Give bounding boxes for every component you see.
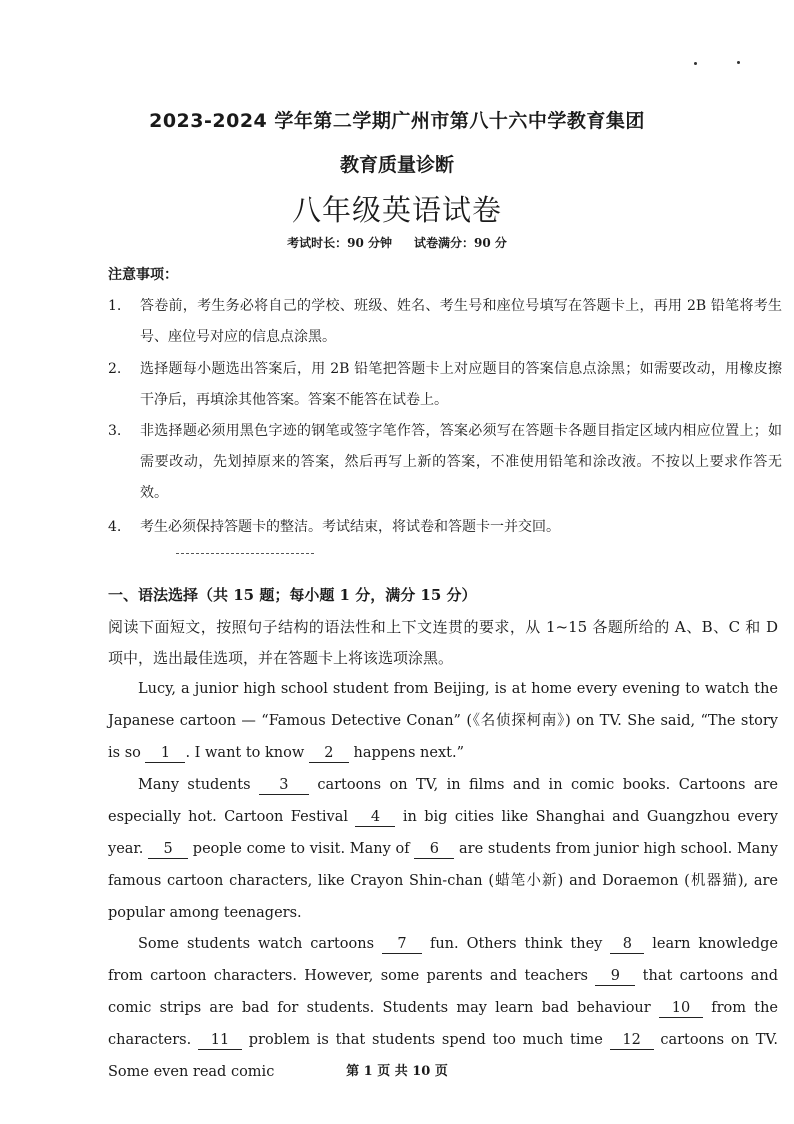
notice-item-number: 2. [108,361,122,377]
full-score: 试卷满分：90 分 [414,236,507,250]
page-number: 第 1 页 共 10 页 [346,1064,448,1079]
blank-4: 4 [355,808,395,827]
blank-6: 6 [414,840,454,859]
scan-speck [694,62,697,65]
exam-title-line2: 教育质量诊断 [339,154,454,176]
blank-12: 12 [610,1031,654,1050]
blank-3: 3 [259,776,309,795]
notice-item-number: 4. [108,519,122,535]
notice-item-number: 1. [108,298,122,314]
blank-8: 8 [610,935,644,954]
scan-speck [737,61,740,64]
notice-item-text: 考生必须保持答题卡的整洁。考试结束，将试卷和答题卡一并交回。 [140,519,560,535]
notice-item-text: 非选择题必须用黑色字迹的钢笔或签字笔作答，答案必须写在答题卡各题目指定区域内相应位置上；如需要改动，先划掉原来的答案，然后再写上新的答案，不准使用铅笔和涂改液。不按以上要求作答无效。 [140,423,782,501]
blank-5: 5 [148,840,188,859]
notice-item-number: 3. [108,423,122,439]
notice-item [108,291,782,353]
section-instruction: 阅读下面短文，按照句子结构的语法性和上下文连贯的要求，从 1~15 各题所给的 A、B、C 和 D 项中，选出最佳选项，并在答题卡上将该选项涂黑。 [108,618,778,667]
exam-title-line1: 2023-2024 学年第二学期广州市第八十六中学教育集团 [149,110,645,132]
blank-11: 11 [198,1031,242,1050]
exam-info [0,234,794,251]
divider [176,553,314,554]
blank-10: 10 [659,999,703,1018]
section-title: 一、语法选择（共 15 题；每小题 1 分，满分 15 分） [108,586,477,604]
notice-item [108,512,782,543]
passage-paragraph-1: Lucy, a junior high school student from Beijing, is at home every evening to watch the Japanese cartoon — “Famous Detective Conan” (《名侦探柯南》) on TV. She said, “The story is so 1 . I want to know 2 happens next.” [108,681,778,761]
notice-item [108,354,782,416]
blank-9: 9 [595,967,635,986]
notice-item-text: 答卷前，考生务必将自己的学校、班级、姓名、考生号和座位号填写在答题卡上，再用 2B 铅笔将考生号、座位号对应的信息点涂黑。 [140,298,782,345]
exam-time: 考试时长：90 分钟 [287,236,392,250]
notice-item [108,416,782,509]
exam-main-title: 八年级英语试卷 [291,193,502,227]
blank-2: 2 [309,744,349,763]
passage-paragraph-2: Many students 3 cartoons on TV, in films and in comic books. Cartoons are especially hot. Cartoon Festival 4 in big cities like Shanghai and Guangzhou every year. 5 people come to visit. Many of 6 are students from junior high school. Many famous cartoon characters, like Crayon Shin-chan (蜡笔小新) and Doraemon (机器猫), are popular among teenagers. [108,777,778,921]
blank-7: 7 [382,935,422,954]
blank-1: 1 [145,744,185,763]
notice-item-text: 选择题每小题选出答案后，用 2B 铅笔把答题卡上对应题目的答案信息点涂黑；如需要改动，用橡皮擦干净后，再填涂其他答案。答案不能答在试卷上。 [140,361,782,408]
notice-title: 注意事项： [108,267,178,283]
passage-paragraph-3: Some students watch cartoons 7 fun. Others think they 8 learn knowledge from cartoon characters. However, some parents and teachers 9 that cartoons and comic strips are bad for students. Students may learn bad behaviour 10 from the characters. 11 problem is that students spend too much time 12 cartoons on TV. Some even read comic [108,936,778,1080]
